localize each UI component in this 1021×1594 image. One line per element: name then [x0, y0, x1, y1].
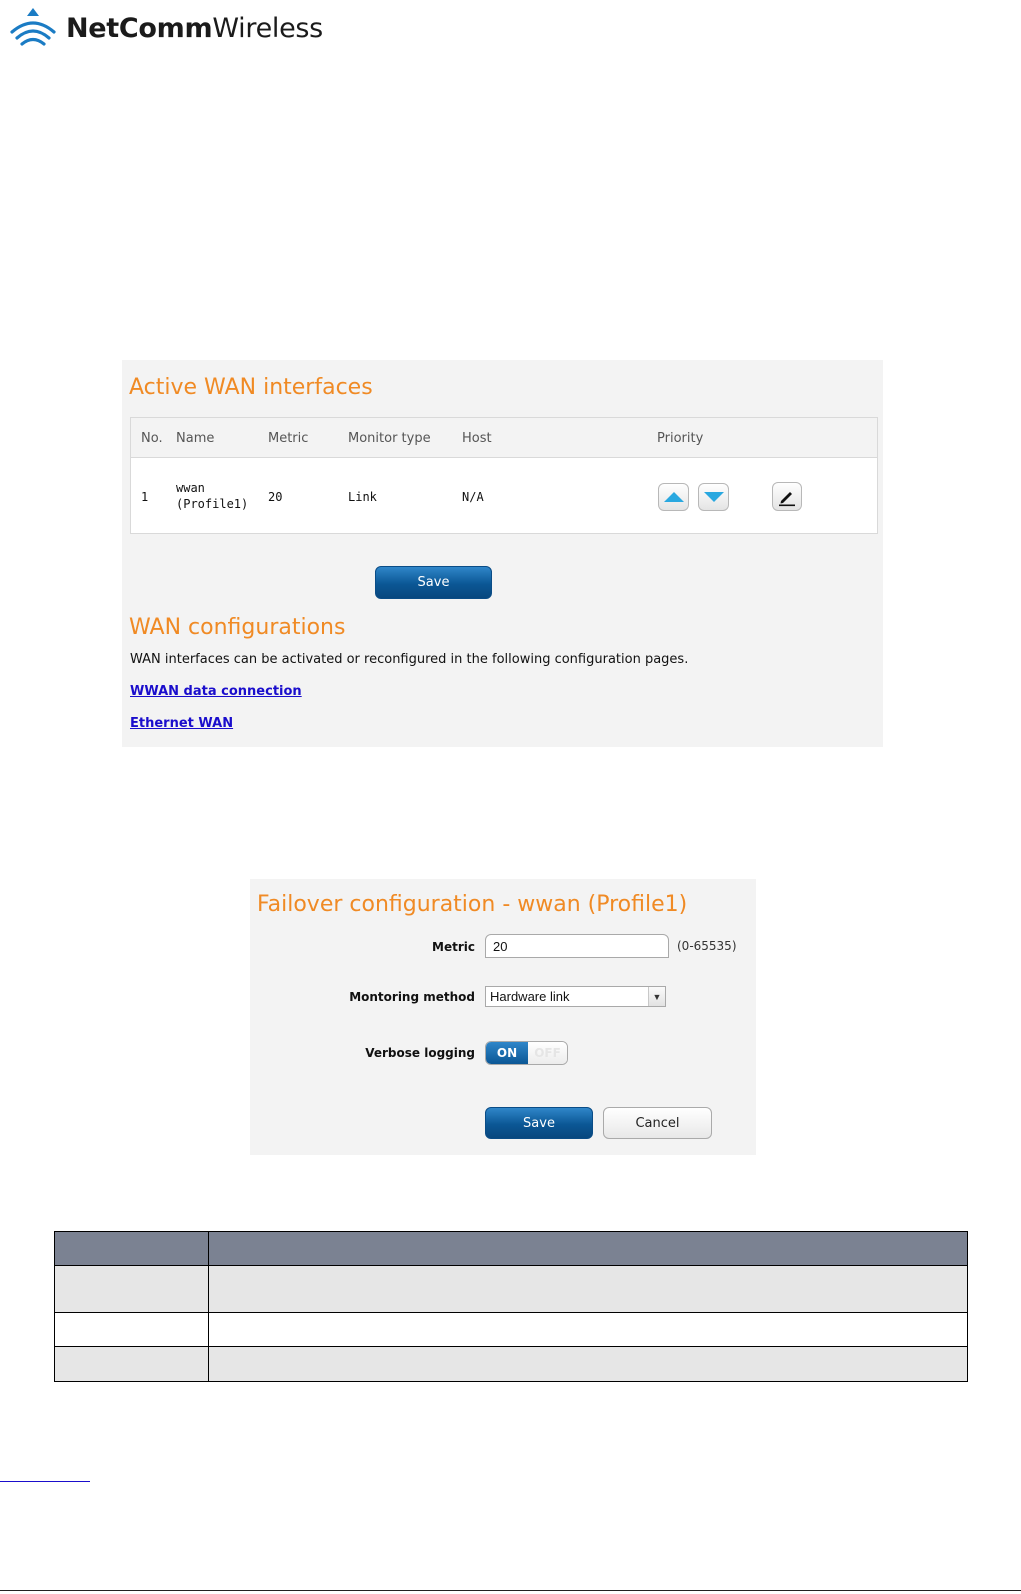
table-header-row — [55, 1232, 968, 1266]
table-cell — [55, 1313, 209, 1347]
col-monitor-type: Monitor type — [348, 431, 431, 446]
parameter-table — [54, 1231, 968, 1382]
monitoring-method-label: Montoring method — [349, 990, 475, 1004]
edit-icon — [777, 487, 797, 507]
table-cell — [55, 1347, 209, 1382]
header-cell — [209, 1232, 968, 1266]
arrow-up-icon — [663, 491, 685, 503]
active-wan-table — [130, 417, 878, 534]
row-no: 1 — [141, 490, 149, 504]
col-host: Host — [462, 431, 492, 446]
failover-title: Failover configuration - wwan (Profile1) — [257, 892, 688, 917]
metric-label: Metric — [432, 940, 475, 954]
col-no: No. — [141, 431, 163, 446]
table-cell — [209, 1266, 968, 1313]
edit-button[interactable] — [772, 482, 802, 511]
table-cell — [55, 1266, 209, 1313]
brand-name-light: Wireless — [212, 12, 323, 44]
netcomm-logo — [8, 6, 323, 50]
monitoring-method-select[interactable] — [485, 986, 666, 1007]
failover-panel — [250, 879, 756, 1155]
brand-name — [66, 13, 323, 44]
metric-range-hint: (0-65535) — [677, 939, 737, 953]
table-row — [55, 1266, 968, 1313]
col-priority: Priority — [657, 431, 704, 446]
col-name: Name — [176, 431, 215, 446]
arrow-down-icon — [703, 491, 725, 503]
toggle-off-label: OFF — [528, 1042, 567, 1064]
footnote-link-underline[interactable] — [0, 1481, 90, 1482]
row-metric: 20 — [268, 490, 283, 504]
brand-name-bold: NetComm — [66, 12, 213, 44]
priority-up-button[interactable] — [658, 483, 689, 511]
verbose-logging-toggle[interactable] — [485, 1041, 568, 1065]
row-host: N/A — [462, 490, 484, 504]
toggle-on-label: ON — [486, 1042, 528, 1064]
cancel-button[interactable]: Cancel — [603, 1107, 712, 1139]
wwan-data-connection-link[interactable]: WWAN data connection — [130, 684, 302, 699]
wan-configurations-description: WAN interfaces can be activated or reconfigured in the following configuration pages. — [130, 652, 689, 667]
header-cell — [55, 1232, 209, 1266]
priority-down-button[interactable] — [698, 483, 729, 511]
verbose-logging-label: Verbose logging — [365, 1046, 475, 1060]
table-cell — [209, 1347, 968, 1382]
col-metric: Metric — [268, 431, 309, 446]
row-name-line1: wwan — [176, 481, 205, 495]
metric-input[interactable] — [485, 934, 669, 958]
row-monitor-type: Link — [348, 490, 377, 504]
active-wan-title: Active WAN interfaces — [129, 375, 373, 400]
table-cell — [209, 1313, 968, 1347]
wan-configurations-title: WAN configurations — [129, 615, 346, 640]
save-button[interactable]: Save — [375, 566, 492, 599]
table-row — [55, 1313, 968, 1347]
monitoring-method-value: Hardware link — [490, 989, 570, 1004]
ethernet-wan-link[interactable]: Ethernet WAN — [130, 716, 234, 731]
row-name-line2: (Profile1) — [176, 497, 249, 511]
save-button[interactable]: Save — [485, 1107, 593, 1139]
table-header — [131, 418, 877, 458]
chevron-down-icon: ▼ — [648, 987, 665, 1006]
table-row — [55, 1347, 968, 1382]
footer-divider — [0, 1590, 1021, 1591]
wifi-signal-icon — [8, 6, 58, 50]
active-wan-panel — [122, 360, 883, 747]
